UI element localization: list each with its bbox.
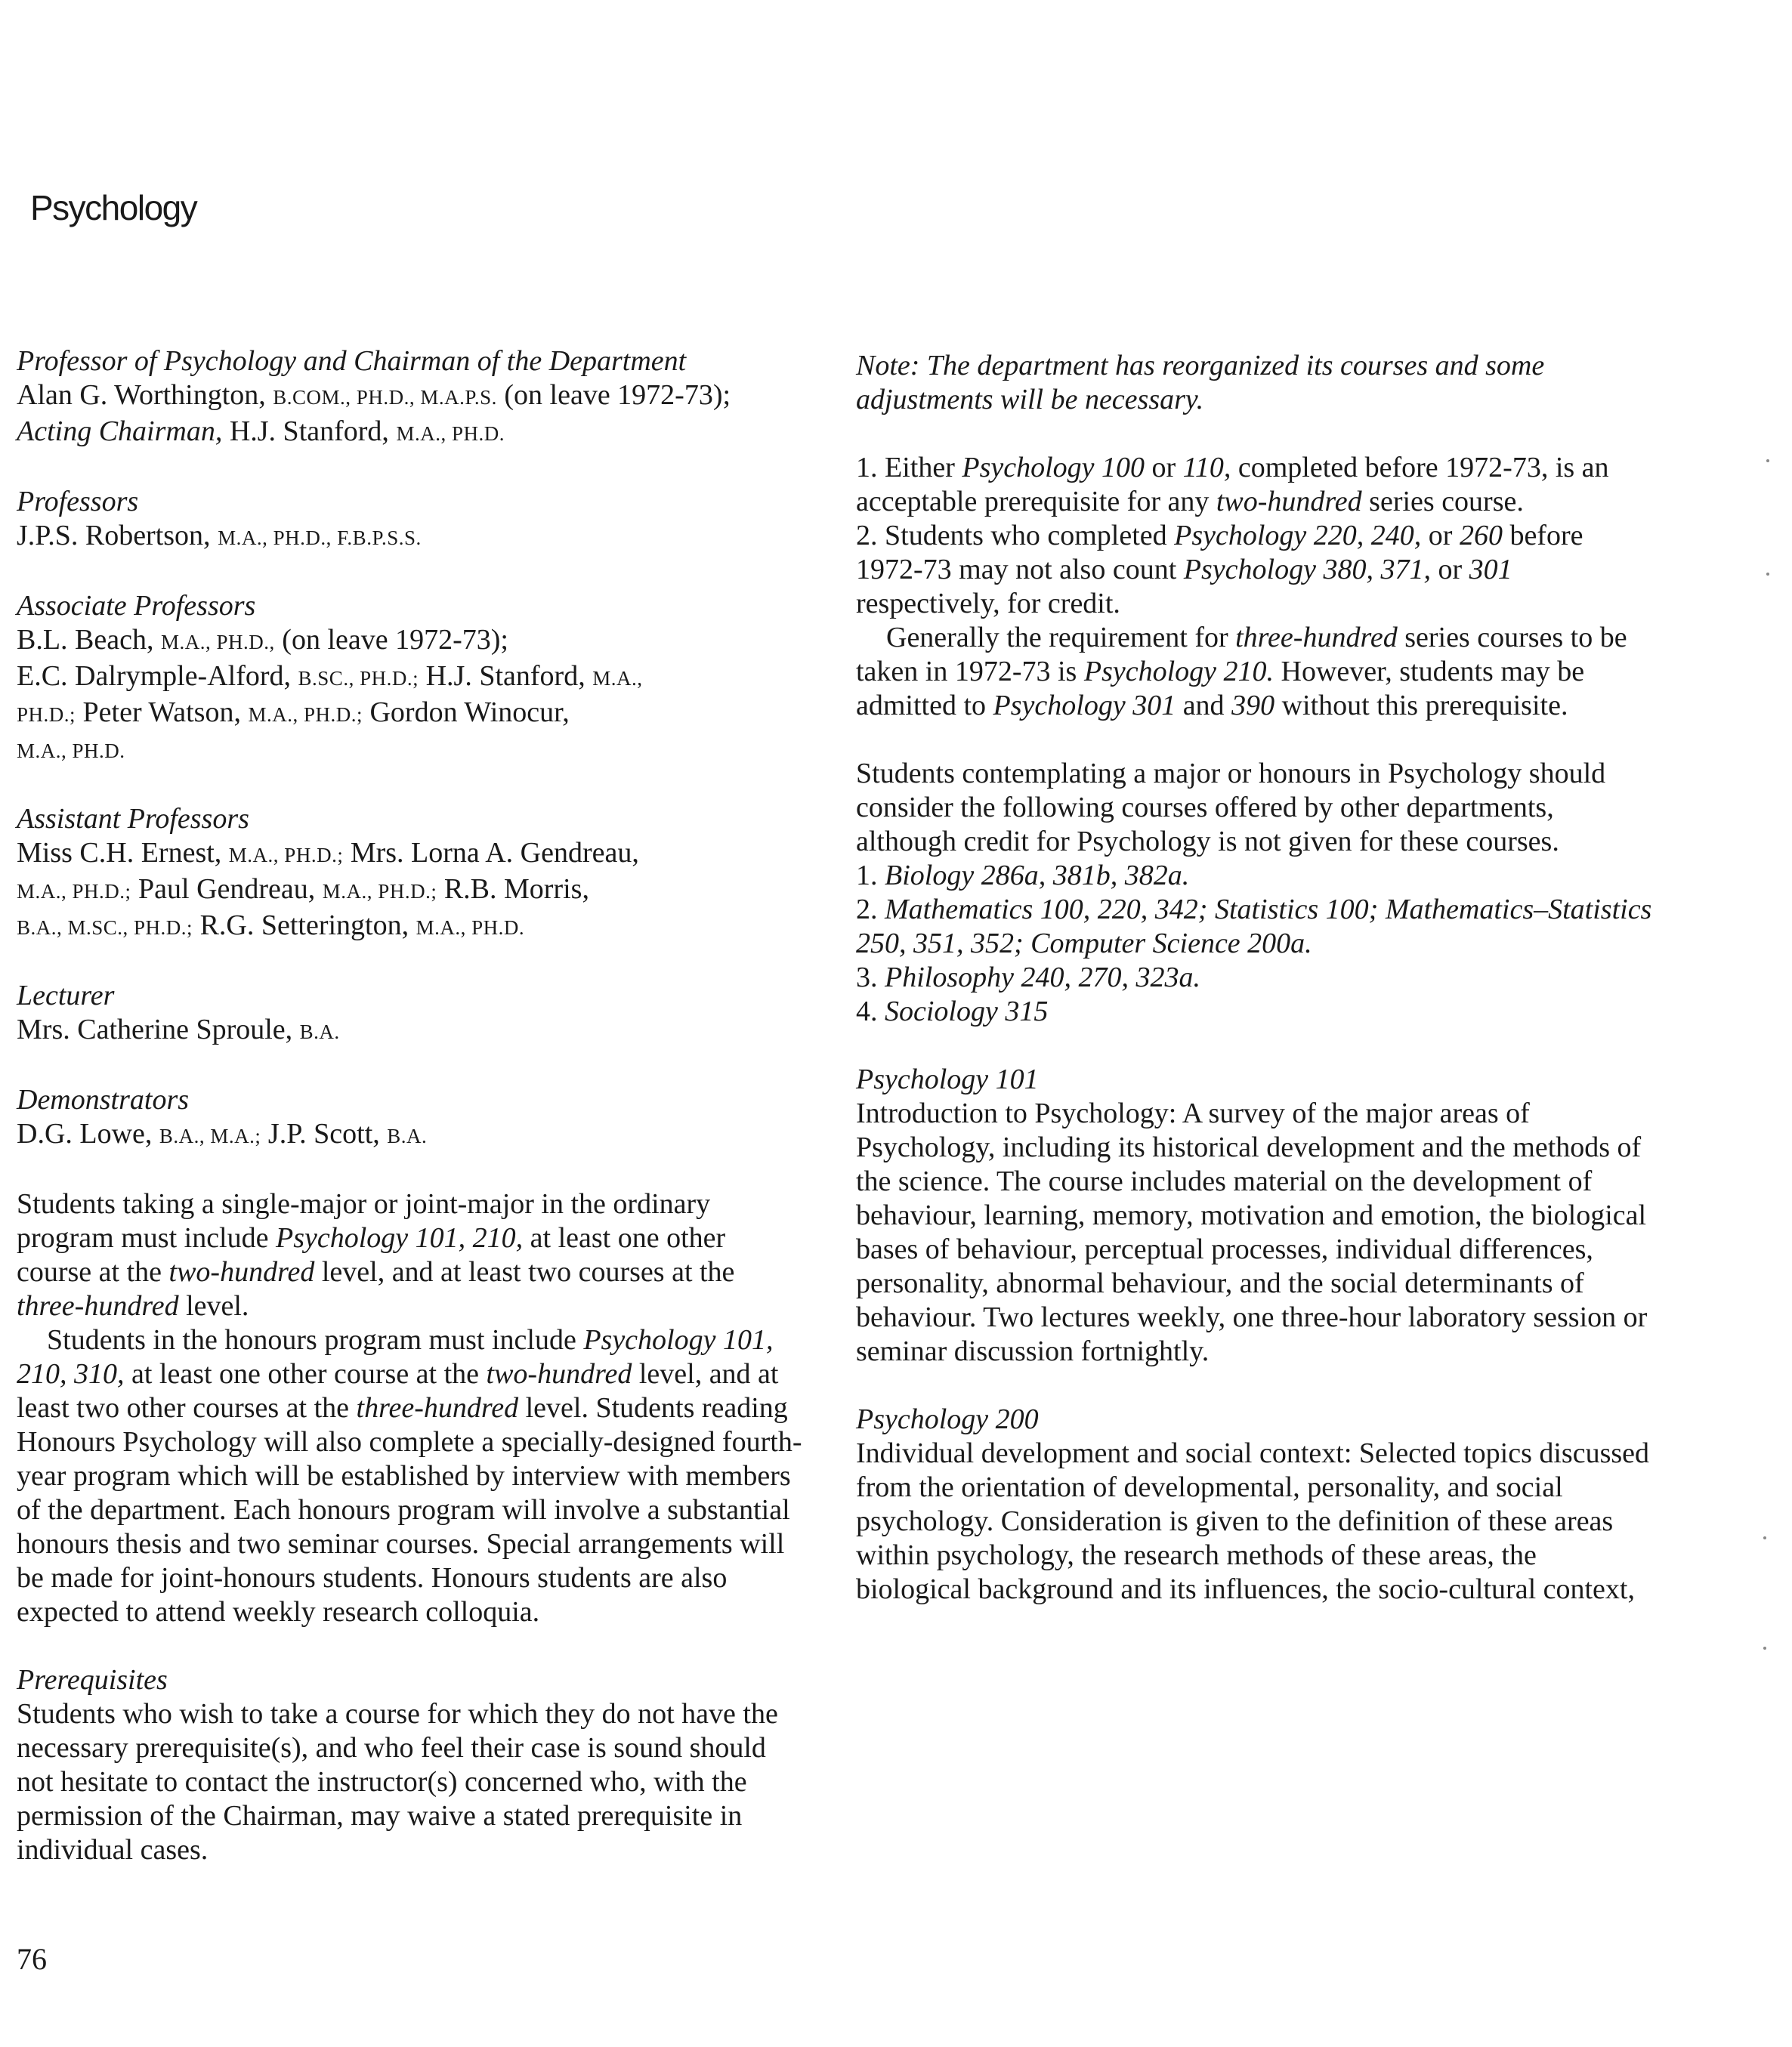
body-paragraph	[856, 621, 1657, 723]
recommended-courses	[856, 757, 1657, 1029]
text-run: or	[1145, 452, 1183, 483]
course-ref: Psychology 101, 210,	[275, 1222, 524, 1254]
faculty-name: Paul Gendreau,	[131, 873, 323, 905]
faculty-name: Miss C.H. Ernest,	[17, 837, 229, 869]
text-run: or	[1430, 554, 1469, 585]
text-run: Students taking a single-major or joint-major in the ordinary program must include	[17, 1188, 711, 1254]
text-run: 1. Either	[856, 452, 962, 483]
course-ref: Psychology 210.	[1083, 656, 1274, 687]
faculty-entry	[17, 378, 802, 451]
list-number: 1.	[856, 860, 885, 891]
list-item	[856, 859, 1657, 893]
list-number: 2.	[856, 894, 885, 925]
course-ref: Mathematics 100, 220, 342; Statistics 100; Mathematics–Statistics 250, 351, 352; Computer Science 200a.	[856, 894, 1652, 959]
faculty-name: R.B. Morris,	[437, 873, 589, 905]
faculty-degrees: B.SC., PH.D.;	[298, 667, 419, 690]
faculty-entry	[17, 836, 802, 945]
course-ref: Psychology 100	[962, 452, 1145, 483]
role-heading: Demonstrators	[17, 1084, 190, 1116]
faculty-note: (on leave 1972-73);	[274, 624, 508, 656]
body-paragraph	[17, 1187, 802, 1323]
faculty-degrees: M.A.,	[592, 667, 643, 690]
faculty-degrees: M.A., PH.D., F.B.P.S.S.	[218, 526, 422, 549]
text-run: completed before 1972-73, is an acceptable prerequisite for any	[856, 452, 1609, 517]
scan-speck	[1763, 1536, 1766, 1539]
faculty-entry	[17, 519, 802, 555]
faculty-associate-professors	[17, 589, 802, 768]
left-column	[17, 344, 802, 1867]
faculty-degrees: B.A., M.SC., PH.D.;	[17, 916, 193, 939]
course-ref: 110,	[1182, 452, 1231, 483]
text-run: level, and at least two courses at the	[314, 1256, 735, 1288]
faculty-name: Mrs. Catherine Sproule,	[17, 1014, 300, 1045]
role-heading: Associate Professors	[17, 590, 256, 622]
faculty-degrees: M.A., PH.D.	[396, 422, 505, 445]
prerequisites-section	[17, 1663, 802, 1867]
faculty-note: (on leave 1972-73);	[496, 379, 731, 411]
list-number: 4.	[856, 996, 885, 1027]
faculty-name: H.J. Stanford,	[419, 660, 593, 692]
faculty-demonstrators	[17, 1083, 802, 1153]
faculty-chair	[17, 344, 802, 451]
faculty-professors	[17, 485, 802, 555]
faculty-name: Peter Watson,	[76, 696, 249, 728]
course-code: Psychology 101	[856, 1064, 1039, 1095]
body-paragraph: Students who wish to take a course for which they do not have the necessary prerequisite(s), and who feel their case is sound should not hesitate to contact the instructor(s) concerned who, with the permission of the Chairman, may waive a stated prerequisite in individual cases.	[17, 1698, 778, 1866]
list-item	[856, 893, 1657, 961]
faculty-name: Gordon Winocur,	[362, 696, 570, 728]
faculty-degrees: B.A.	[299, 1020, 340, 1043]
text-run: level. Students reading Honours Psychology will also complete a specially-designed fourth-year program which will be established by interview with members of the department. Each honours program will involve a substantial honours thesis and two seminar courses. Special arrangements will be made for joint-honours students. Honours students are also expected to attend weekly research colloquia.	[17, 1392, 802, 1628]
course-ref: Psychology 101, 210, 310,	[17, 1324, 774, 1390]
faculty-degrees: M.A., PH.D.;	[228, 844, 344, 866]
faculty-degrees: M.A., PH.D.;	[248, 703, 363, 726]
faculty-degrees: M.A., PH.D.	[416, 916, 525, 939]
faculty-lecturer	[17, 979, 802, 1049]
emphasis: three-hundred	[356, 1392, 519, 1424]
text-run: level, and at least two other courses at the	[17, 1358, 779, 1424]
role-heading: Professors	[17, 486, 139, 517]
faculty-entry	[17, 1117, 802, 1153]
role-inline: Acting Chairman,	[17, 415, 223, 447]
faculty-name: Alan G. Worthington,	[17, 379, 273, 411]
role-heading: Assistant Professors	[17, 803, 249, 835]
course-description: Individual development and social context: Selected topics discussed from the orientation of developmental, personality, and social psychology. Consideration is given to the definition of these areas within psychology, the research methods of these areas, the biological background and its influences, the socio-cultural context,	[856, 1437, 1650, 1605]
section-heading: Prerequisites	[17, 1664, 168, 1696]
text-run: and	[1176, 690, 1232, 721]
body-paragraph: Students contemplating a major or honours in Psychology should consider the following courses offered by other departments, although credit for Psychology is not given for these courses.	[856, 758, 1606, 857]
faculty-name: B.L. Beach,	[17, 624, 162, 656]
course-ref: Biology 286a, 381b, 382a.	[885, 860, 1190, 891]
course-ref: Psychology 301	[993, 690, 1176, 721]
text-run: Generally the requirement for	[886, 622, 1236, 653]
program-requirements	[17, 1187, 802, 1629]
emphasis: two-hundred	[168, 1256, 315, 1288]
faculty-degrees: M.A., PH.D.,	[161, 631, 275, 653]
text-run: level.	[178, 1290, 249, 1322]
course-ref: Psychology 220, 240,	[1174, 520, 1422, 551]
role-heading: Lecturer	[17, 980, 115, 1011]
text-run: before 1972-73 may not also count	[856, 520, 1583, 585]
faculty-name: R.G. Setterington,	[193, 909, 416, 941]
right-column	[856, 349, 1657, 1607]
text-run: or	[1421, 520, 1460, 551]
transition-rules	[856, 451, 1657, 723]
list-number: 3.	[856, 962, 885, 993]
text-run: at least one other course at the	[17, 1222, 726, 1288]
text-run: 2. Students who completed	[856, 520, 1175, 551]
course-ref: Sociology 315	[885, 996, 1049, 1027]
text-run: series course.	[1361, 486, 1524, 517]
text-run: Students in the honours program must include	[47, 1324, 584, 1356]
faculty-name: E.C. Dalrymple-Alford,	[17, 660, 298, 692]
text-run: series courses to be taken in 1972-73 is	[856, 622, 1627, 687]
emphasis: three-hundred	[1235, 622, 1398, 653]
role-heading: Professor of Psychology and Chairman of the Department	[17, 345, 687, 377]
course-ref: 301	[1469, 554, 1512, 585]
course-ref: Psychology 380, 371,	[1183, 554, 1431, 585]
text-run: at least one other course at the	[124, 1358, 487, 1390]
faculty-entry	[17, 659, 802, 768]
rule-item	[856, 451, 1657, 519]
course-ref: 390	[1231, 690, 1275, 721]
faculty-entry	[17, 1013, 802, 1049]
emphasis: two-hundred	[486, 1358, 632, 1390]
course-ref: Philosophy 240, 270, 323a.	[885, 962, 1200, 993]
faculty-degrees: M.A., PH.D.;	[322, 880, 437, 903]
scan-speck	[1766, 459, 1769, 462]
scan-speck	[1766, 573, 1769, 576]
scan-speck	[1763, 1647, 1766, 1650]
faculty-name: Mrs. Lorna A. Gendreau,	[343, 837, 639, 869]
rule-item	[856, 519, 1657, 621]
page-number: 76	[17, 1942, 47, 1976]
faculty-degrees: B.COM., PH.D., M.A.P.S.	[273, 386, 497, 409]
faculty-name: D.G. Lowe,	[17, 1118, 159, 1150]
course-description: Introduction to Psychology: A survey of the major areas of Psychology, including its historical development and the methods of the science. The course includes material on the development of behaviour, learning, memory, motivation and emotion, the biological bases of behaviour, perceptual processes, individual differences, personality, abnormal behaviour, and the social determinants of behaviour. Two lectures weekly, one three-hour laboratory session or seminar discussion fortnightly.	[856, 1098, 1648, 1367]
faculty-assistant-professors	[17, 802, 802, 945]
emphasis: three-hundred	[17, 1290, 179, 1322]
faculty-name: J.P.S. Robertson,	[17, 520, 218, 551]
course-entry	[856, 1063, 1657, 1369]
text-run: without this prerequisite.	[1274, 690, 1568, 721]
faculty-name: J.P. Scott,	[261, 1118, 388, 1150]
note-section	[856, 349, 1657, 417]
body-paragraph	[17, 1323, 802, 1629]
emphasis: two-hundred	[1216, 486, 1362, 517]
faculty-degrees: B.A., M.A.;	[159, 1125, 261, 1147]
course-ref: 260	[1459, 520, 1503, 551]
text-run: However, students may be admitted to	[856, 656, 1585, 721]
faculty-entry	[17, 623, 802, 659]
note-text: Note: The department has reorganized its courses and some adjustments will be necessary.	[856, 350, 1545, 415]
course-entry	[856, 1403, 1657, 1607]
text-run: respectively, for credit.	[856, 588, 1120, 619]
page-title: Psychology	[30, 188, 197, 227]
course-code: Psychology 200	[856, 1403, 1039, 1435]
faculty-degrees: PH.D.;	[17, 703, 76, 726]
faculty-degrees: M.A., PH.D.;	[17, 880, 131, 903]
faculty-degrees: M.A., PH.D.	[17, 739, 125, 762]
list-item	[856, 961, 1657, 995]
faculty-name: H.J. Stanford,	[222, 415, 397, 447]
faculty-degrees: B.A.	[387, 1125, 428, 1147]
list-item	[856, 995, 1657, 1029]
